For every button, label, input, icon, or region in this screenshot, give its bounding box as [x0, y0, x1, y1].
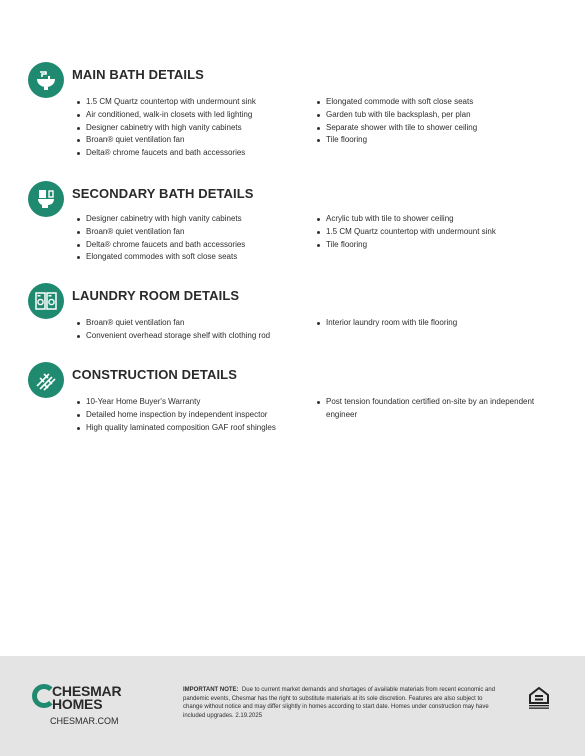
sink-icon [28, 62, 64, 98]
footer [0, 656, 585, 756]
toilet-icon [28, 181, 64, 217]
list-item: Designer cabinetry with high vanity cabinets [76, 213, 306, 226]
list-item: Post tension foundation certified on-site by an independent engineer [316, 396, 556, 422]
list-item: Interior laundry room with tile flooring [316, 317, 556, 330]
list-item: Detailed home inspection by independent inspector [76, 409, 306, 422]
section-title: CONSTRUCTION DETAILS [72, 367, 237, 382]
construction-section [28, 362, 558, 442]
brick-wall-icon [28, 362, 64, 398]
list-item: Delta® chrome faucets and bath accessories [76, 239, 306, 252]
note-text: Due to current market demands and shortages of available materials from recent economic and pandemic events, Chesmar has the right to substitute materials at its sole discretion. Features are also subject to change without notice and may differ slightly in homes according to start date. Homes under construction may have included upgrades. 2.19.2025 [183, 687, 496, 719]
section-title: SECONDARY BATH DETAILS [72, 186, 254, 201]
website-link[interactable]: CHESMAR.COM [50, 716, 119, 726]
right-feature-list [316, 96, 556, 147]
note-label: IMPORTANT NOTE: [183, 687, 239, 693]
right-feature-list [316, 213, 556, 251]
list-item: Air conditioned, walk-in closets with led lighting [76, 109, 306, 122]
list-item: 1.5 CM Quartz countertop with undermount sink [76, 96, 306, 109]
list-item: Designer cabinetry with high vanity cabinets [76, 122, 306, 135]
left-feature-list [76, 213, 306, 264]
list-item: Elongated commodes with soft close seats [76, 251, 306, 264]
washer-dryer-icon [28, 283, 64, 319]
main-bath-section [28, 62, 558, 162]
left-feature-list [76, 96, 306, 160]
important-note [183, 686, 503, 720]
list-item: Tile flooring [316, 134, 556, 147]
right-feature-list [316, 396, 556, 422]
list-item: Separate shower with tile to shower ceiling [316, 122, 556, 135]
section-title: LAUNDRY ROOM DETAILS [72, 288, 240, 303]
list-item: 1.5 CM Quartz countertop with undermount sink [316, 226, 556, 239]
list-item: 10-Year Home Buyer's Warranty [76, 396, 306, 409]
list-item: Tile flooring [316, 239, 556, 252]
list-item: Acrylic tub with tile to shower ceiling [316, 213, 556, 226]
list-item: Broan® quiet ventilation fan [76, 317, 306, 330]
brand-name: CHESMAR HOMES [52, 683, 122, 712]
left-feature-list [76, 396, 306, 434]
list-item: Garden tub with tile backsplash, per plan [316, 109, 556, 122]
list-item: Delta® chrome faucets and bath accessories [76, 147, 306, 160]
laundry-room-section [28, 283, 558, 343]
list-item: Convenient overhead storage shelf with clothing rod [76, 330, 306, 343]
list-item: Broan® quiet ventilation fan [76, 134, 306, 147]
left-feature-list [76, 317, 306, 343]
right-feature-list [316, 317, 556, 330]
section-title: MAIN BATH DETAILS [72, 67, 204, 82]
chesmar-logo[interactable] [32, 682, 142, 732]
secondary-bath-section [28, 181, 558, 271]
list-item: Broan® quiet ventilation fan [76, 226, 306, 239]
list-item: High quality laminated composition GAF roof shingles [76, 422, 306, 435]
list-item: Elongated commode with soft close seats [316, 96, 556, 109]
equal-housing-opportunity-logo [528, 686, 550, 710]
